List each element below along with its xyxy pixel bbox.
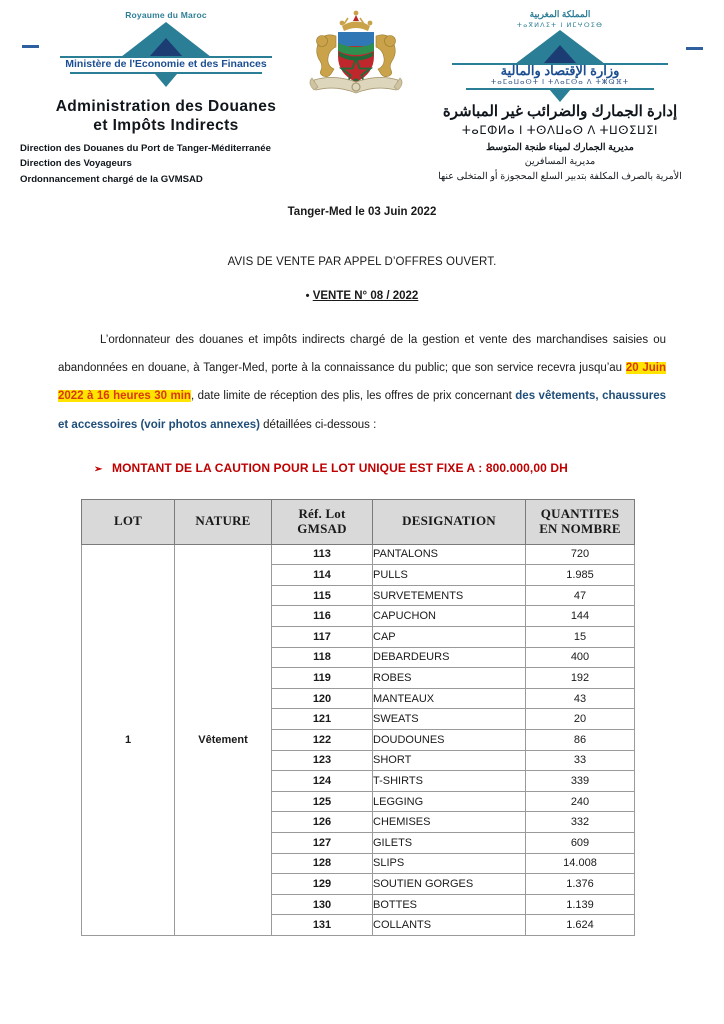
direction-line-3: Ordonnancement chargé de la GVMSAD bbox=[20, 173, 203, 185]
direction-line-ar-1: مديرية الجمارك لميناء طنجة المتوسط bbox=[486, 141, 634, 153]
cell-ref-lot: 117 bbox=[272, 627, 373, 648]
cell-quantity: 332 bbox=[526, 812, 635, 833]
cell-designation: GILETS bbox=[373, 833, 526, 854]
document-header bbox=[0, 0, 724, 196]
cell-quantity: 20 bbox=[526, 709, 635, 730]
triangle-up-inner-icon bbox=[149, 38, 183, 57]
kingdom-label-ar: المملكة المغربية bbox=[529, 9, 591, 19]
cell-designation: ROBES bbox=[373, 668, 526, 689]
administration-title-ar: إدارة الجمارك والضرائب غير المباشرة bbox=[442, 103, 678, 120]
cell-quantity: 339 bbox=[526, 771, 635, 792]
cell-ref-lot: 125 bbox=[272, 791, 373, 812]
cell-designation: PANTALONS bbox=[373, 544, 526, 565]
cell-designation: COLLANTS bbox=[373, 915, 526, 936]
triangle-down-icon-ar bbox=[549, 89, 571, 102]
cell-quantity: 240 bbox=[526, 791, 635, 812]
cell-ref-lot: 131 bbox=[272, 915, 373, 936]
cell-ref-lot: 120 bbox=[272, 688, 373, 709]
lots-table bbox=[81, 499, 635, 936]
lots-table-wrapper bbox=[58, 499, 666, 936]
cell-quantity: 47 bbox=[526, 585, 635, 606]
ministry-name-ar: وزارة الإقتصاد والمالية bbox=[500, 63, 620, 78]
cell-quantity: 144 bbox=[526, 606, 635, 627]
cell-ref-lot: 130 bbox=[272, 894, 373, 915]
cell-quantity: 86 bbox=[526, 730, 635, 751]
cell-designation: SHORT bbox=[373, 750, 526, 771]
cell-quantity: 1.139 bbox=[526, 894, 635, 915]
administration-title-line1: Administration des Douanes bbox=[55, 98, 277, 115]
administration-title-tifinagh: ⵜⴰⵎⵀⵍⴰ ⵏ ⵜⵙⴷⵡⴰⵙ ⴷ ⵜⵡⵙⵉⵡⵉⵏ bbox=[461, 124, 659, 137]
cell-ref-lot: 126 bbox=[272, 812, 373, 833]
cell-quantity: 33 bbox=[526, 750, 635, 771]
paragraph-part-2: , date limite de réception des plis, les offres de prix concernant bbox=[190, 390, 516, 403]
cell-ref-lot: 114 bbox=[272, 565, 373, 586]
cell-designation: CAP bbox=[373, 627, 526, 648]
cell-ref-lot: 122 bbox=[272, 730, 373, 751]
sale-number: VENTE N° 08 / 2022 bbox=[312, 290, 419, 302]
paragraph-part-3: détaillées ci-dessous : bbox=[259, 418, 377, 431]
goods-description: des vêtements, chaussures et accessoires (voir photos annexes) bbox=[58, 390, 666, 431]
cell-designation: SURVETEMENTS bbox=[373, 585, 526, 606]
cell-designation: MANTEAUX bbox=[373, 688, 526, 709]
kingdom-label-tifinagh: ⵜⴰⴳⵍⴷⵉⵜ ⵏ ⵍⵎⵖⵔⵉⴱ bbox=[516, 22, 604, 29]
cell-ref-lot: 119 bbox=[272, 668, 373, 689]
ministry-block-french bbox=[16, 8, 316, 187]
sale-number-line bbox=[58, 290, 666, 302]
col-header-ref bbox=[272, 499, 373, 544]
table-header-row bbox=[82, 499, 635, 544]
cell-ref-lot: 115 bbox=[272, 585, 373, 606]
cell-quantity: 43 bbox=[526, 688, 635, 709]
triangle-down-icon bbox=[155, 74, 177, 87]
table-row bbox=[82, 544, 635, 565]
lots-table-body bbox=[82, 544, 635, 935]
col-header-qte-line2: EN NOMBRE bbox=[539, 520, 621, 536]
col-header-quantity bbox=[526, 499, 635, 544]
cell-quantity: 1.376 bbox=[526, 874, 635, 895]
lots-table-head bbox=[82, 499, 635, 544]
cell-designation: BOTTES bbox=[373, 894, 526, 915]
cell-quantity: 720 bbox=[526, 544, 635, 565]
sale-bullet-icon: • bbox=[305, 290, 310, 302]
coat-of-arms-icon bbox=[298, 10, 414, 102]
direction-lines-fr bbox=[16, 141, 316, 188]
paragraph-part-1: L’ordonnateur des douanes et impôts indirects chargé de la gestion et vente des marchandises saisies ou abandonnées en douane, à Tanger-Med, porte à la connaissance du public; que son service recevra jusqu’au bbox=[58, 334, 666, 375]
cell-ref-lot: 127 bbox=[272, 833, 373, 854]
arrow-bullet-icon: ➢ bbox=[94, 463, 103, 475]
cell-ref-lot: 124 bbox=[272, 771, 373, 792]
deadline-highlight: 20 Juin 2022 à 16 heures 30 min bbox=[58, 362, 666, 403]
document-body bbox=[0, 206, 724, 936]
ministry-name-fr: Ministère de l'Economie et des Finances bbox=[65, 58, 267, 70]
kingdom-label-fr: Royaume du Maroc bbox=[125, 10, 207, 20]
direction-line-1: Direction des Douanes du Port de Tanger-Méditerranée bbox=[20, 142, 271, 154]
direction-line-ar-3: الأمرية بالصرف المكلفة بتدبير السلع المحجوزة أو المتخلى عنها bbox=[438, 170, 682, 182]
date-line: Tanger-Med le 03 Juin 2022 bbox=[287, 206, 437, 218]
caution-amount-text: MONTANT DE LA CAUTION POUR LE LOT UNIQUE EST FIXE A : 800.000,00 DH bbox=[112, 460, 568, 475]
ministry-logo-french bbox=[56, 8, 276, 90]
col-header-lot: LOT bbox=[82, 499, 175, 544]
cell-designation: SWEATS bbox=[373, 709, 526, 730]
notice-title: AVIS DE VENTE PAR APPEL D’OFFRES OUVERT. bbox=[227, 256, 497, 268]
col-header-ref-line1: Réf. Lot bbox=[298, 506, 346, 522]
cell-designation: DEBARDEURS bbox=[373, 647, 526, 668]
cell-quantity: 609 bbox=[526, 833, 635, 854]
cell-designation: T-SHIRTS bbox=[373, 771, 526, 792]
cell-ref-lot: 118 bbox=[272, 647, 373, 668]
cell-designation: SLIPS bbox=[373, 853, 526, 874]
cell-quantity: 15 bbox=[526, 627, 635, 648]
cell-quantity: 400 bbox=[526, 647, 635, 668]
cell-quantity: 192 bbox=[526, 668, 635, 689]
caution-amount-line bbox=[58, 461, 666, 475]
cell-designation: LEGGING bbox=[373, 791, 526, 812]
col-header-qte-line1: QUANTITES bbox=[540, 506, 620, 522]
col-header-ref-line2: GMSAD bbox=[297, 520, 347, 536]
cell-ref-lot: 128 bbox=[272, 853, 373, 874]
direction-line-2: Direction des Voyageurs bbox=[20, 158, 132, 170]
triangle-up-inner-icon-ar bbox=[543, 45, 577, 64]
cell-ref-lot: 116 bbox=[272, 606, 373, 627]
cell-designation: CAPUCHON bbox=[373, 606, 526, 627]
col-header-designation: DESIGNATION bbox=[373, 499, 526, 544]
cell-ref-lot: 129 bbox=[272, 874, 373, 895]
administration-title-fr bbox=[16, 97, 316, 136]
ministry-block-arabic bbox=[410, 8, 710, 185]
cell-designation: PULLS bbox=[373, 565, 526, 586]
cell-nature: Vêtement bbox=[175, 544, 272, 935]
cell-ref-lot: 123 bbox=[272, 750, 373, 771]
direction-lines-ar bbox=[410, 141, 710, 185]
cell-designation: CHEMISES bbox=[373, 812, 526, 833]
ministry-name-tifinagh: ⵜⴰⵎⴰⵡⴰⵙⵜ ⵏ ⵜⴷⴰⵎⵙⴰ ⴷ ⵜⵥⵕⴼⵜ bbox=[490, 79, 630, 86]
cell-ref-lot: 113 bbox=[272, 544, 373, 565]
administration-title-line2: et Impôts Indirects bbox=[93, 117, 239, 135]
cell-designation: SOUTIEN GORGES bbox=[373, 874, 526, 895]
cell-quantity: 1.624 bbox=[526, 915, 635, 936]
cell-quantity: 1.985 bbox=[526, 565, 635, 586]
cell-quantity: 14.008 bbox=[526, 853, 635, 874]
cell-ref-lot: 121 bbox=[272, 709, 373, 730]
direction-line-ar-2: مديرية المسافرين bbox=[524, 156, 596, 168]
ministry-logo-arabic bbox=[450, 8, 670, 92]
col-header-nature: NATURE bbox=[175, 499, 272, 544]
cell-lot: 1 bbox=[82, 544, 175, 935]
notice-paragraph bbox=[58, 326, 666, 439]
cell-designation: DOUDOUNES bbox=[373, 730, 526, 751]
